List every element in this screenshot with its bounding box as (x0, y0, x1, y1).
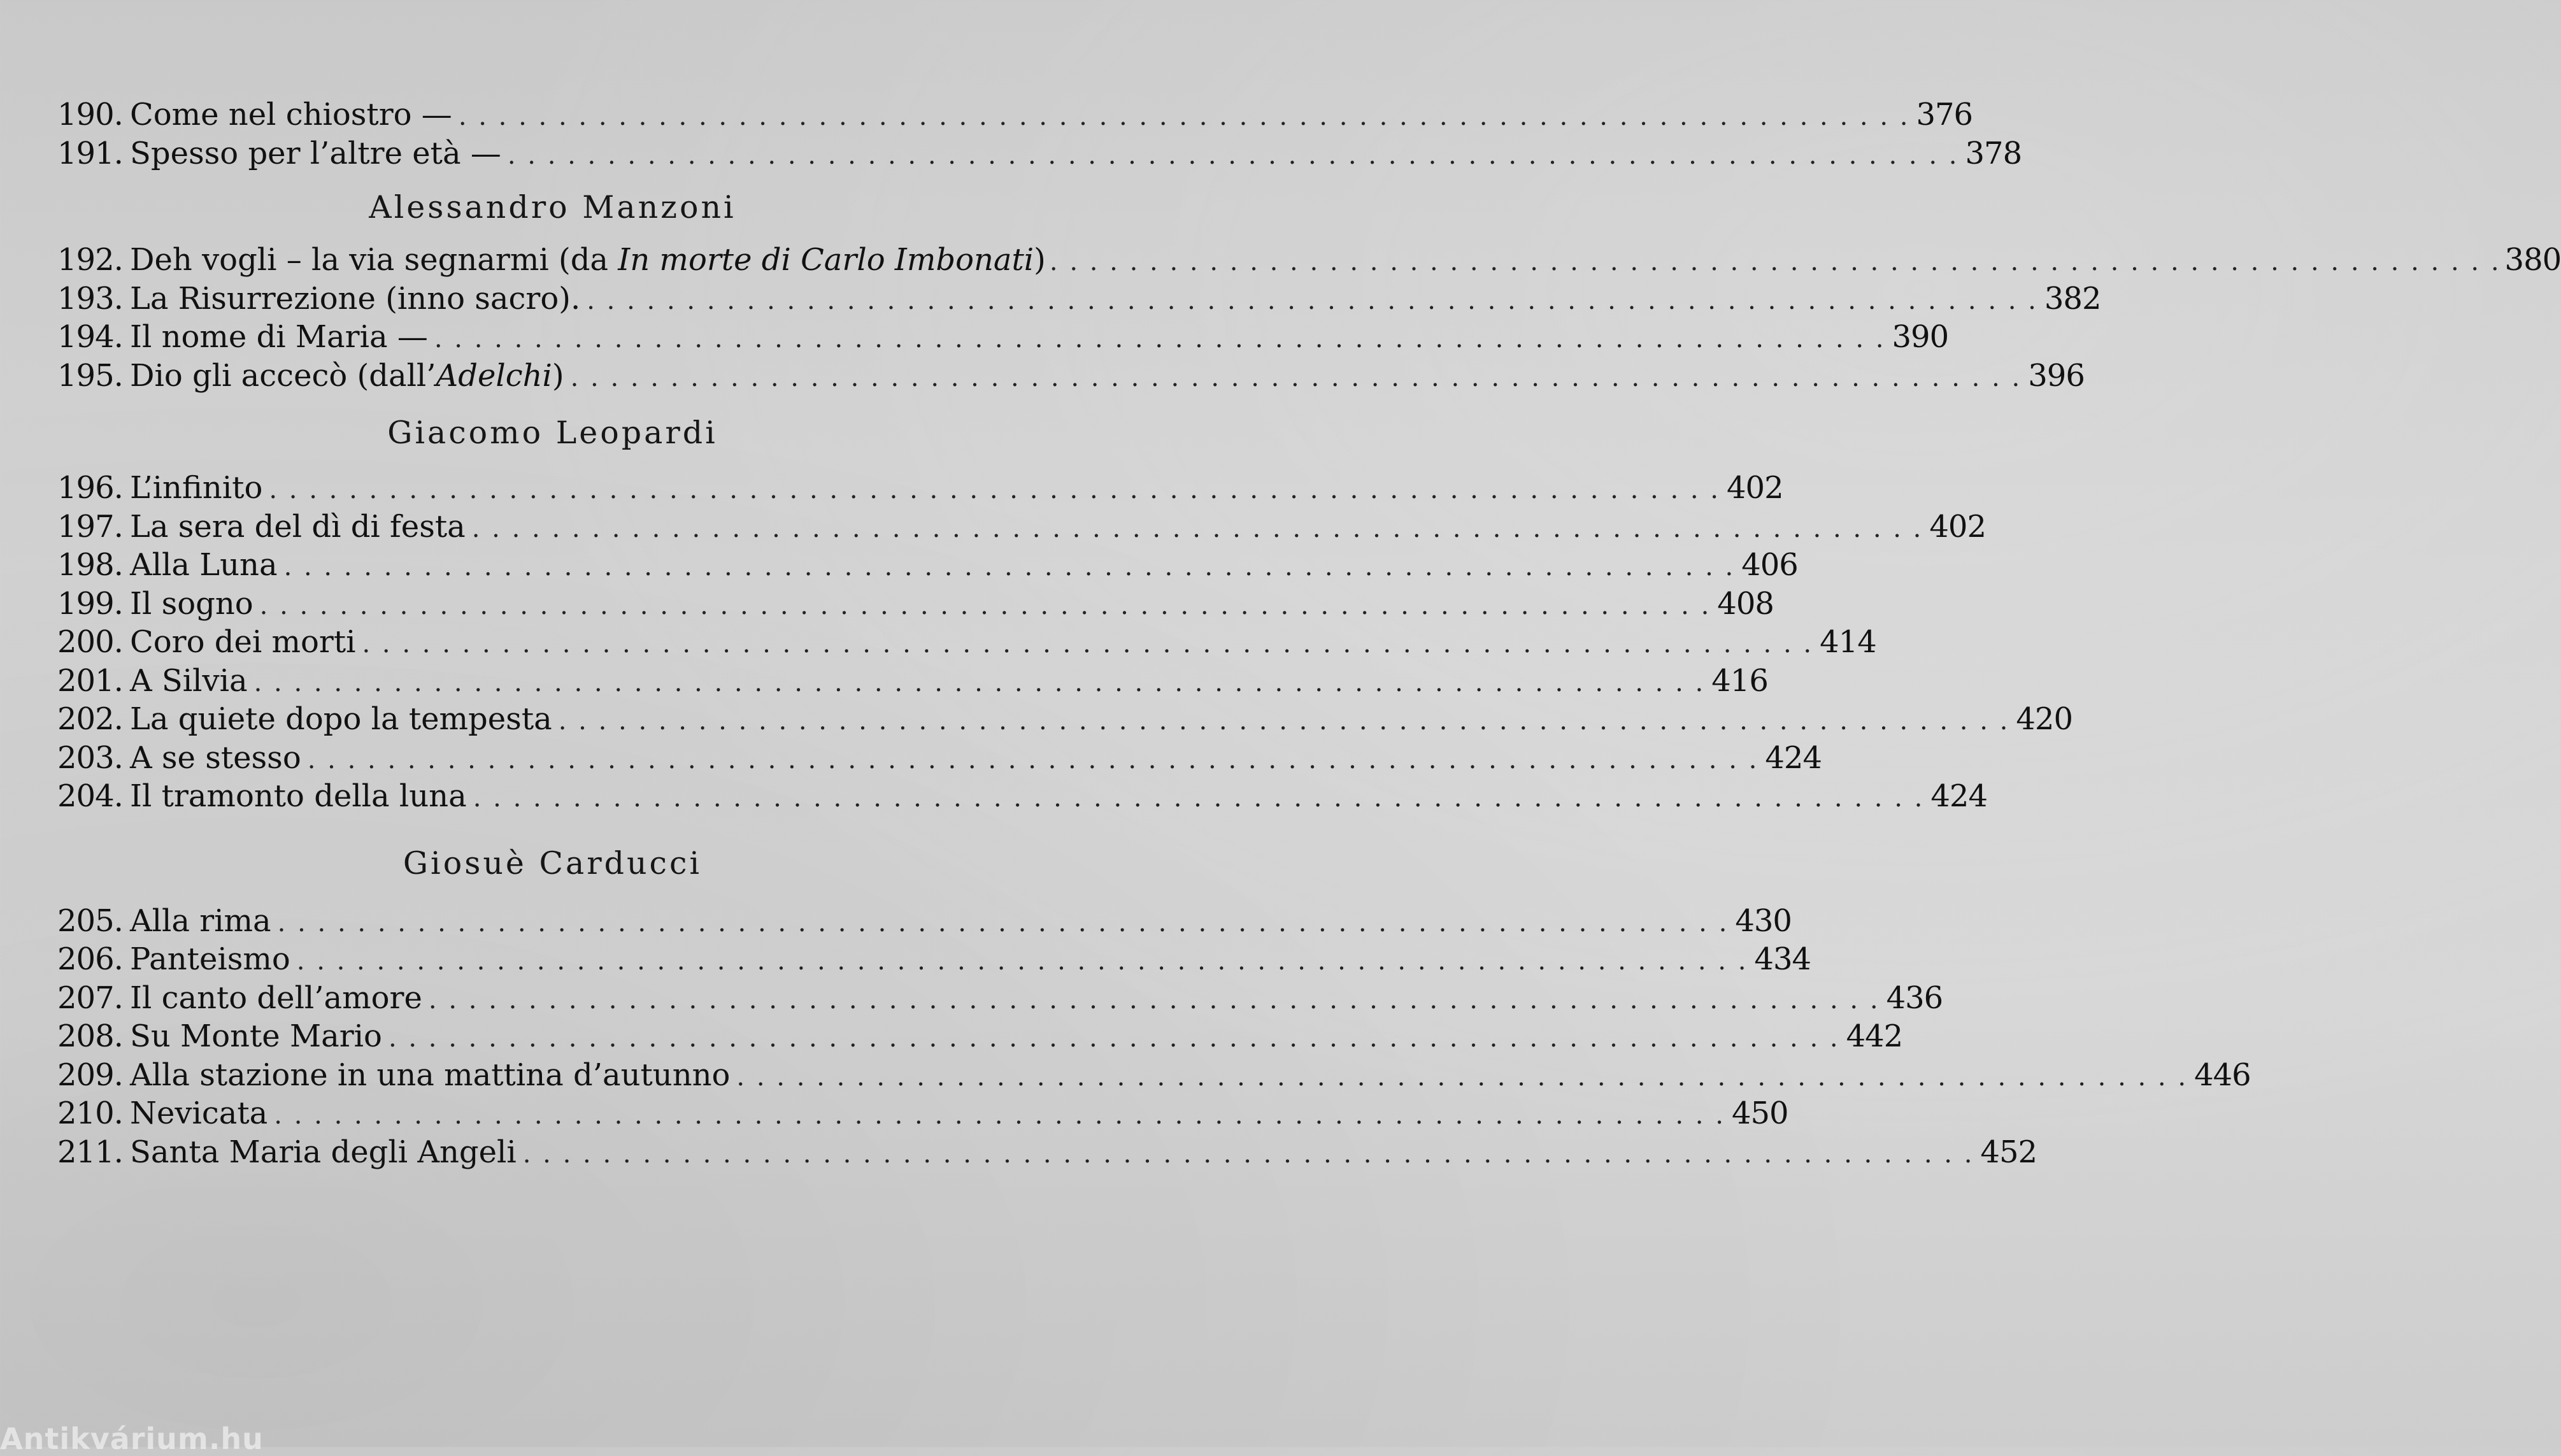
dot-leader (274, 1096, 1725, 1134)
entry-page-number: 380 (2504, 242, 2561, 278)
toc-entry-list (57, 469, 2072, 816)
entry-title: Su Monte Mario (130, 1018, 382, 1054)
dot-leader (284, 548, 1736, 586)
entry-title: A se stesso (130, 739, 301, 776)
entry-number: 204. (57, 778, 123, 814)
dot-leader (736, 1058, 2188, 1096)
toc-entry-list (57, 96, 2022, 173)
toc-entry (57, 902, 1792, 941)
entry-number: 190. (57, 97, 123, 132)
toc-entry (57, 979, 1943, 1018)
toc-entry (57, 700, 2072, 739)
entry-page-number: 442 (1846, 1018, 1903, 1054)
dot-leader (587, 282, 2038, 320)
toc-section-carducci (57, 845, 2251, 1172)
entry-number: 209. (57, 1057, 123, 1093)
entry-page-number: 450 (1731, 1096, 1788, 1131)
dot-leader (508, 136, 1959, 175)
toc-entry-list (57, 241, 2561, 395)
dot-leader (260, 587, 1711, 625)
toc-entry (57, 357, 2085, 396)
toc-entry (57, 940, 1811, 979)
entry-title: Il tramonto della luna (130, 778, 467, 814)
toc-entry (57, 1094, 1788, 1133)
entry-title: La Risurrezione (inno sacro). (130, 280, 581, 317)
entry-page-number: 434 (1754, 941, 1811, 977)
dot-leader (459, 97, 1910, 136)
toc-entry (57, 777, 1987, 816)
author-heading: Giacomo Leopardi (387, 415, 718, 451)
entry-number: 211. (57, 1134, 123, 1170)
entry-page-number: 430 (1735, 903, 1792, 939)
toc-entry (57, 1056, 2251, 1095)
entry-number: 198. (57, 547, 123, 583)
entry-title: Spesso per l’altre età — (130, 135, 501, 171)
entry-title: Deh vogli – la via segnarmi (da In morte di Carlo Imbonati) (130, 242, 1046, 278)
dot-leader (1050, 243, 2501, 281)
entry-number: 191. (57, 135, 123, 171)
dot-leader (308, 741, 1759, 779)
toc-entry (57, 96, 1973, 134)
entry-title: Coro dei morti (130, 624, 356, 660)
entry-page-number: 390 (1892, 319, 1949, 355)
toc-entry (57, 1017, 1903, 1056)
entry-number: 207. (57, 980, 123, 1016)
entry-page-number: 378 (1965, 135, 2022, 171)
dot-leader (571, 359, 2022, 397)
dot-leader (278, 904, 1729, 942)
entry-page-number: 424 (1765, 739, 1822, 776)
toc-section-continued (57, 96, 2022, 173)
toc-entry (57, 241, 2561, 280)
entry-title: Santa Maria degli Angeli (130, 1134, 517, 1170)
entry-page-number: 424 (1930, 778, 1987, 814)
toc-entry (57, 662, 1768, 701)
toc-entry (57, 739, 1822, 778)
dot-leader (434, 320, 1886, 358)
entry-number: 210. (57, 1096, 123, 1131)
entry-page-number: 406 (1741, 547, 1798, 583)
entry-title: Il canto dell’amore (130, 980, 422, 1016)
entry-page-number: 420 (2016, 701, 2072, 737)
toc-entry-list (57, 902, 2251, 1172)
entry-page-number: 446 (2194, 1057, 2251, 1093)
entry-title: Alla rima (130, 903, 271, 939)
entry-page-number: 382 (2044, 280, 2101, 317)
entry-title: Dio gli accecò (dall’Adelchi) (130, 357, 564, 394)
entry-number: 205. (57, 903, 123, 939)
toc-entry (57, 280, 2101, 318)
entry-number: 206. (57, 941, 123, 977)
entry-number: 208. (57, 1018, 123, 1054)
entry-number: 195. (57, 357, 123, 394)
toc-section-manzoni (57, 189, 2561, 395)
entry-number: 192. (57, 242, 123, 278)
dot-leader (523, 1135, 1974, 1173)
entry-number: 203. (57, 739, 123, 776)
dot-leader (254, 664, 1706, 702)
toc-entry (57, 546, 1798, 585)
entry-page-number: 402 (1727, 470, 1783, 506)
entry-number: 202. (57, 701, 123, 737)
entry-title: A Silvia (130, 662, 248, 699)
entry-title-italic: In morte di Carlo Imbonati (618, 242, 1034, 278)
table-of-contents-page (57, 96, 2561, 1171)
entry-title: Il nome di Maria — (130, 319, 428, 355)
toc-entry (57, 1133, 2037, 1172)
entry-title: Alla stazione in una mattina d’autunno (130, 1057, 731, 1093)
toc-entry (57, 623, 1876, 662)
entry-title: La sera del dì di festa (130, 508, 466, 545)
entry-page-number: 402 (1929, 508, 1987, 545)
entry-title: Come nel chiostro — (130, 97, 452, 132)
entry-number: 199. (57, 585, 123, 622)
toc-entry (57, 134, 2022, 173)
author-heading: Giosuè Carducci (403, 845, 703, 881)
entry-page-number: 436 (1886, 980, 1943, 1016)
entry-page-number: 452 (1980, 1134, 2037, 1170)
dot-leader (472, 510, 1923, 548)
toc-section-leopardi (57, 415, 2072, 816)
entry-number: 197. (57, 508, 123, 545)
entry-title: Il sogno (130, 585, 253, 622)
dot-leader (362, 625, 1813, 663)
entry-number: 193. (57, 280, 123, 317)
entry-page-number: 376 (1916, 97, 1973, 132)
dot-leader (297, 942, 1748, 980)
entry-title: Panteismo (130, 941, 290, 977)
entry-page-number: 396 (2028, 357, 2085, 394)
toc-entry (57, 469, 1783, 508)
entry-title: Alla Luna (130, 547, 278, 583)
entry-number: 196. (57, 470, 123, 506)
entry-page-number: 414 (1820, 624, 1876, 660)
dot-leader (473, 779, 1925, 817)
dot-leader (559, 702, 2010, 740)
dot-leader (429, 981, 1880, 1019)
entry-title: L’infinito (130, 470, 263, 506)
watermark: Antikvárium.hu (0, 1422, 264, 1456)
dot-leader (269, 471, 1720, 509)
entry-number: 194. (57, 319, 123, 355)
entry-number: 200. (57, 624, 123, 660)
toc-entry (57, 318, 1949, 357)
entry-title-italic: Adelchi (436, 357, 552, 394)
toc-entry (57, 585, 1774, 624)
toc-entry (57, 508, 1987, 546)
entry-page-number: 416 (1711, 662, 1768, 699)
entry-title: La quiete dopo la tempesta (130, 701, 552, 737)
entry-number: 201. (57, 662, 123, 699)
entry-title: Nevicata (130, 1096, 268, 1131)
dot-leader (389, 1019, 1840, 1057)
entry-page-number: 408 (1717, 585, 1774, 622)
author-heading: Alessandro Manzoni (369, 189, 736, 225)
